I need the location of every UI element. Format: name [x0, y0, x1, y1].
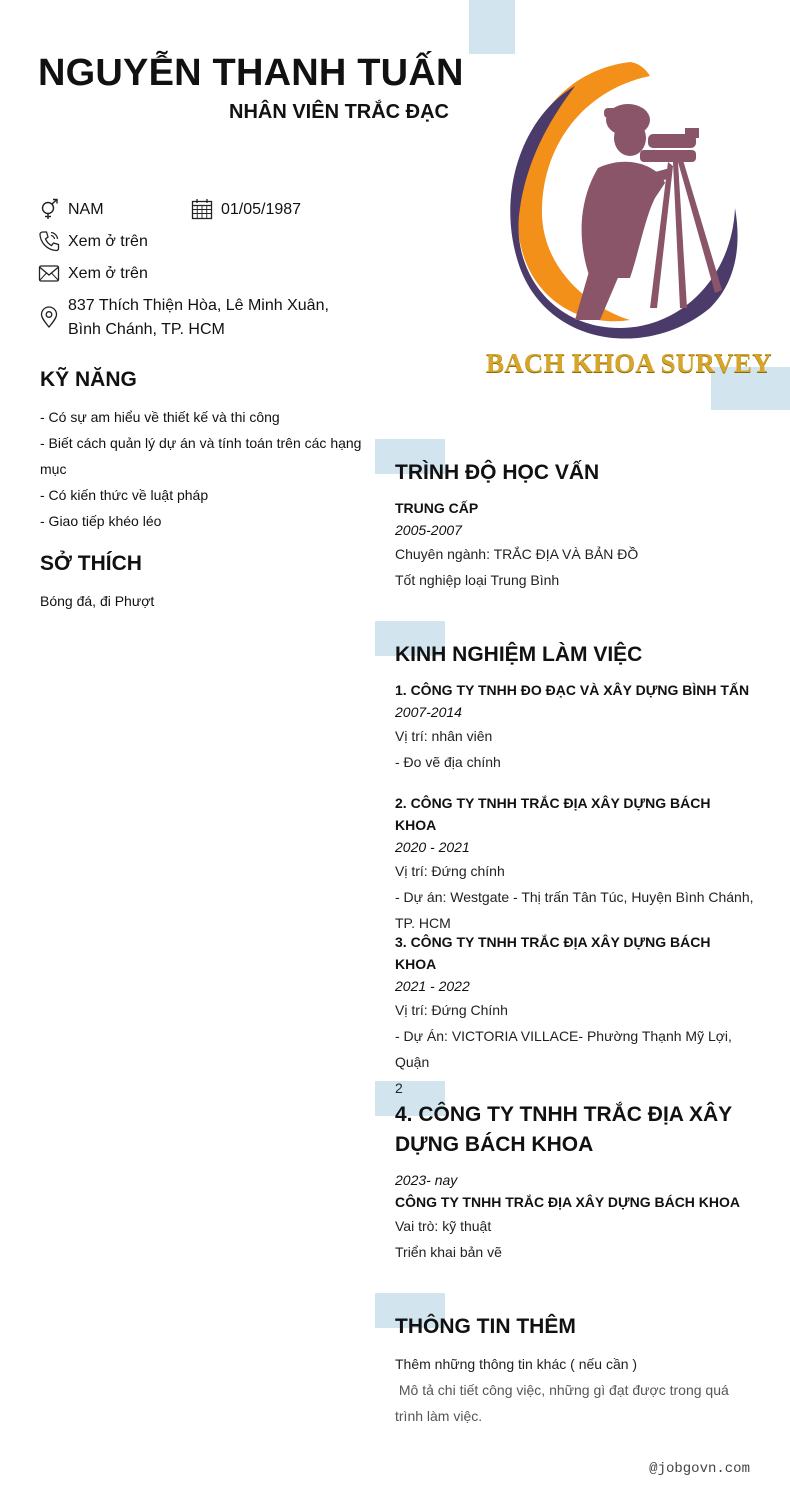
- job-line: TP. HCM: [395, 915, 451, 931]
- job-line: Vị trí: Đứng Chính: [395, 1002, 508, 1018]
- job-entry-2: [395, 792, 755, 936]
- calendar-icon: [191, 198, 213, 220]
- address-line-2: Bình Chánh, TP. HCM: [68, 321, 225, 338]
- current-job-heading: [395, 1100, 732, 1160]
- current-job-company: CÔNG TY TNHH TRẮC ĐỊA XÂY DỰNG BÁCH KHOA: [395, 1194, 741, 1210]
- experience-heading: KINH NGHIỆM LÀM VIỆC: [395, 643, 643, 666]
- job-line: - Dự Án: VICTORIA VILLACE- Phường Thạnh Mỹ Lợi, Quận: [395, 1028, 732, 1070]
- education-years: 2005-2007: [395, 522, 462, 538]
- education-major: Chuyên ngành: TRẮC ĐỊA VÀ BẢN ĐỒ: [395, 546, 639, 562]
- skills-heading: KỸ NĂNG: [40, 368, 137, 391]
- email-row: [38, 262, 148, 286]
- current-job-title-line-1: 4. CÔNG TY TNHH TRẮC ĐỊA XÂY: [395, 1103, 733, 1126]
- skill-item: - Giao tiếp khéo léo: [40, 513, 162, 529]
- current-job-block: [395, 1169, 755, 1265]
- gender-row: [38, 198, 104, 222]
- email-value: Xem ở trên: [68, 265, 148, 282]
- logo-text: BACH KHOA SURVEY: [486, 348, 772, 378]
- company-logo: [480, 58, 772, 388]
- logo-graphic: [480, 58, 772, 388]
- education-level: TRUNG CẤP: [395, 500, 479, 516]
- job-company: 1. CÔNG TY TNHH ĐO ĐẠC VÀ XÂY DỰNG BÌNH TẤN: [395, 682, 750, 698]
- birthday-value: 01/05/1987: [221, 201, 302, 218]
- job-line: - Đo vẽ địa chính: [395, 754, 501, 770]
- phone-value: Xem ở trên: [68, 233, 148, 250]
- job-line: Vị trí: nhân viên: [395, 728, 493, 744]
- current-job-years: 2023- nay: [395, 1172, 458, 1188]
- extra-block: [395, 1351, 755, 1429]
- skill-item: - Biết cách quản lý dự án và tính toán trên các hạng: [40, 435, 362, 451]
- location-pin-icon: [38, 306, 60, 328]
- hobbies-text: Bóng đá, đi Phượt: [40, 593, 155, 609]
- mail-icon: [38, 262, 60, 284]
- address-line-1: 837 Thích Thiện Hòa, Lê Minh Xuân,: [68, 297, 329, 314]
- job-entry-1: [395, 679, 755, 775]
- job-line: - Dự án: Westgate - Thị trấn Tân Túc, Huyện Bình Chánh,: [395, 889, 754, 905]
- extra-line: Mô tả chi tiết công việc, những gì đạt được trong quá: [395, 1382, 729, 1398]
- job-company: 2. CÔNG TY TNHH TRẮC ĐỊA XÂY DỰNG BÁCH KHOA: [395, 795, 711, 833]
- education-grade: Tốt nghiệp loại Trung Bình: [395, 572, 560, 588]
- education-block: [395, 497, 755, 593]
- job-company: 3. CÔNG TY TNHH TRẮC ĐỊA XÂY DỰNG BÁCH KHOA: [395, 934, 711, 972]
- extra-heading: THÔNG TIN THÊM: [395, 1315, 576, 1338]
- job-years: 2007-2014: [395, 704, 462, 720]
- skills-list: [40, 404, 370, 534]
- hobbies-heading: SỞ THÍCH: [40, 552, 142, 575]
- job-entry-3: [395, 931, 755, 1101]
- gender-value: NAM: [68, 201, 104, 218]
- birthday-row: [191, 198, 301, 222]
- extra-line: trình làm việc.: [395, 1408, 483, 1424]
- phone-icon: [38, 230, 60, 252]
- skill-item: mục: [40, 461, 67, 477]
- address-value: [68, 294, 329, 342]
- job-years: 2021 - 2022: [395, 978, 470, 994]
- education-heading: TRÌNH ĐỘ HỌC VẤN: [395, 461, 600, 484]
- gender-icon: [38, 198, 60, 220]
- extra-line: Thêm những thông tin khác ( nếu cần ): [395, 1356, 638, 1372]
- current-job-role: Vai trò: kỹ thuật: [395, 1218, 492, 1234]
- job-line: 2: [395, 1080, 403, 1096]
- job-line: Vị trí: Đứng chính: [395, 863, 505, 879]
- candidate-name: NGUYỄN THANH TUẤN: [38, 52, 464, 94]
- current-job-title-line-2: DỰNG BÁCH KHOA: [395, 1133, 594, 1156]
- decor-square-top: [469, 0, 515, 54]
- current-job-task: Triển khai bản vẽ: [395, 1244, 502, 1260]
- job-title: NHÂN VIÊN TRẮC ĐẠC: [229, 101, 449, 123]
- address-row: [38, 294, 329, 342]
- watermark: @jobgovn.com: [649, 1461, 750, 1477]
- job-years: 2020 - 2021: [395, 839, 470, 855]
- phone-row: [38, 230, 148, 254]
- skill-item: - Có kiến thức về luật pháp: [40, 487, 209, 503]
- skill-item: - Có sự am hiểu về thiết kế và thi công: [40, 409, 280, 425]
